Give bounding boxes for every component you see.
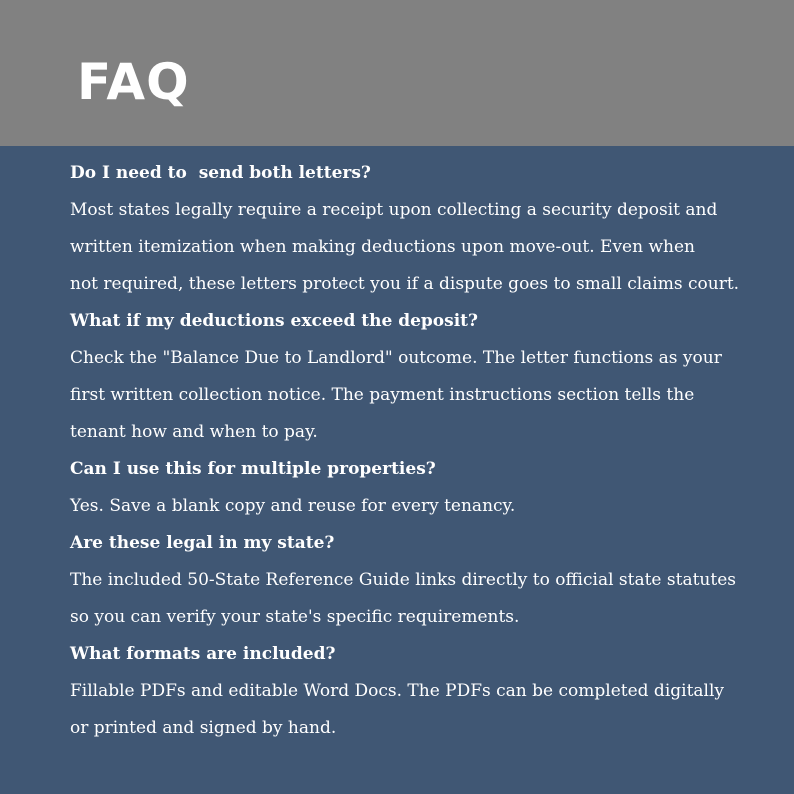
faq-answer-line: Yes. Save a blank copy and reuse for every tenancy.: [70, 496, 516, 516]
faq-item: [70, 636, 780, 747]
faq-answer-line: tenant how and when to pay.: [70, 422, 318, 442]
faq-answer: [70, 488, 780, 525]
faq-question: Do I need to send both letters?: [70, 163, 371, 183]
faq-question: What if my deductions exceed the deposit?: [70, 311, 478, 331]
faq-answer-line: Check the "Balance Due to Landlord" outcome. The letter functions as your: [70, 348, 722, 368]
faq-answer-line: not required, these letters protect you if a dispute goes to small claims court.: [70, 274, 740, 294]
faq-answer-line: first written collection notice. The payment instructions section tells the: [70, 385, 695, 405]
faq-question: What formats are included?: [70, 644, 336, 664]
faq-answer: [70, 340, 780, 451]
faq-question: Can I use this for multiple properties?: [70, 459, 436, 479]
faq-item: [70, 525, 780, 636]
faq-answer-line: Fillable PDFs and editable Word Docs. The PDFs can be completed digitally: [70, 681, 725, 701]
faq-answer: [70, 192, 780, 303]
faq-answer-line: or printed and signed by hand.: [70, 718, 337, 738]
faq-answer-line: written itemization when making deductions upon move-out. Even when: [70, 237, 695, 257]
faq-question: Are these legal in my state?: [70, 533, 335, 553]
faq-answer-line: The included 50-State Reference Guide links directly to official state statutes: [70, 570, 736, 590]
header-banner: [0, 0, 794, 146]
faq-item: [70, 451, 780, 525]
faq-answer: [70, 562, 780, 636]
faq-answer-line: Most states legally require a receipt upon collecting a security deposit and: [70, 200, 718, 220]
faq-answer-line: so you can verify your state's specific requirements.: [70, 607, 520, 627]
page-title: FAQ: [77, 53, 190, 111]
faq-list: [70, 155, 780, 747]
faq-item: [70, 303, 780, 451]
faq-item: [70, 155, 780, 303]
faq-answer: [70, 673, 780, 747]
